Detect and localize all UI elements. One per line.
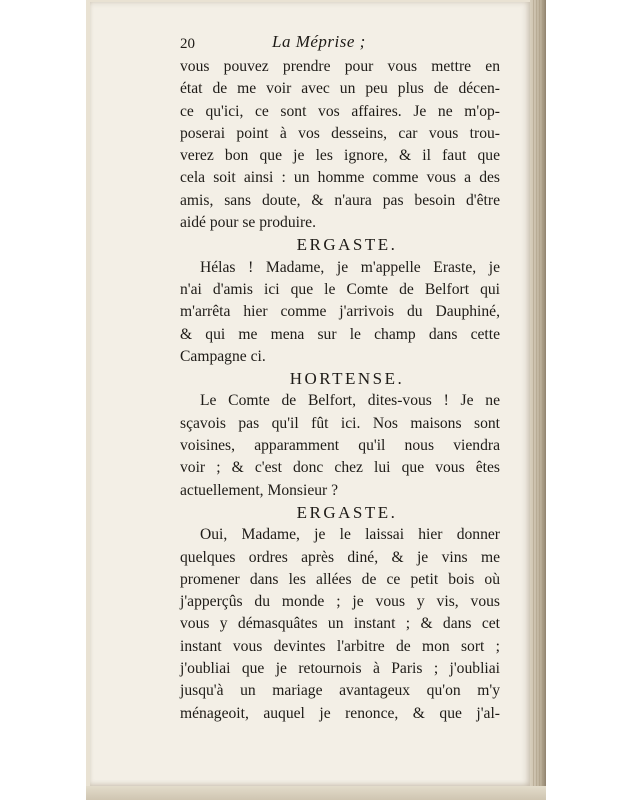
- speaker-name: ERGASTE.: [296, 235, 398, 255]
- text-line: Le Comte de Belfort, dites-vous ! Je ne: [200, 392, 500, 410]
- text-line: Oui, Madame, je le laissai hier donner: [200, 526, 500, 544]
- running-title: La Méprise ;: [272, 32, 366, 51]
- text-line: quelques ordres après diné, & je vins me: [180, 548, 500, 566]
- text-line: ménageoit, auquel je renonce, & que j'al-: [180, 704, 500, 722]
- text-line: cela soit ainsi : un homme comme vous a des: [180, 169, 500, 187]
- text-line: promener dans les allées de ce petit bois où: [180, 570, 500, 588]
- page-text: [180, 32, 500, 725]
- page-bottom-edge: [86, 786, 546, 800]
- text-line: instant vous devintes l'arbitre de mon sort ;: [180, 637, 500, 655]
- page-edge: [530, 0, 546, 800]
- text-line: m'arrêta hier comme j'arrivois du Dauphiné,: [180, 303, 500, 321]
- text-line: poserai point à vos desseins, car vous trou-: [180, 124, 500, 142]
- text-line: n'ai d'amis ici que le Comte de Belfort qui: [180, 280, 500, 298]
- page-header: [180, 32, 500, 56]
- text-line: vous pouvez prendre pour vous mettre en: [180, 58, 500, 75]
- text-line: sçavois pas qu'il fût ici. Nos maisons sont: [180, 414, 500, 432]
- text-line: Hélas ! Madame, je m'appelle Eraste, je: [200, 258, 500, 276]
- page-number: 20: [180, 36, 195, 52]
- speaker-name: HORTENSE.: [289, 369, 405, 389]
- text-line: jusqu'à un mariage avantageux qu'on m'y: [180, 682, 500, 700]
- page-body: [180, 56, 500, 725]
- text-line: ce qu'ici, ce sont vos affaires. Je ne m'op-: [180, 102, 500, 120]
- text-line: aidé pour se produire.: [180, 214, 316, 232]
- text-line: état de me voir avec un peu plus de décen-: [180, 80, 500, 98]
- text-line: voisines, apparamment qu'il nous viendra: [180, 437, 500, 455]
- text-line: j'apperçûs du monde ; je vous y vis, vous: [180, 593, 500, 611]
- text-line: Campagne ci.: [180, 347, 266, 365]
- text-line: actuellement, Monsieur ?: [180, 481, 339, 499]
- text-line: voir ; & c'est donc chez lui que vous êtes: [180, 459, 500, 477]
- speaker-name: ERGASTE.: [296, 502, 398, 522]
- text-line: j'oubliai que je retournois à Paris ; j'oubliai: [180, 660, 500, 678]
- text-line: & qui me mena sur le champ dans cette: [180, 325, 500, 343]
- text-line: amis, sans doute, & n'aura pas besoin d'être: [180, 191, 500, 209]
- text-line: vous y démasquâtes un instant ; & dans cet: [180, 615, 500, 633]
- text-line: verez bon que je les ignore, & il faut que: [180, 147, 500, 165]
